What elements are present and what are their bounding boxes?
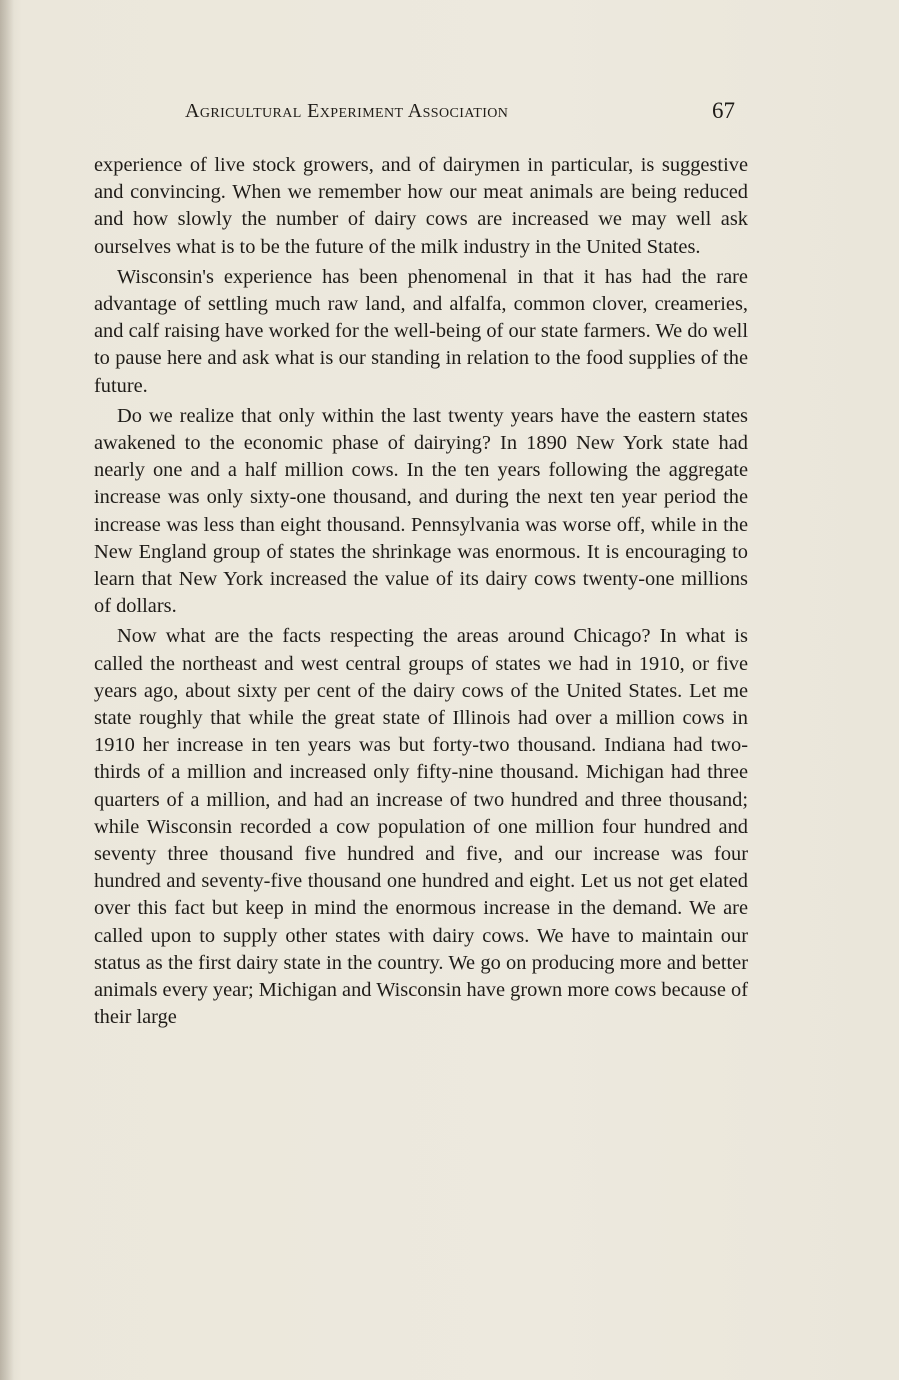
page-header [185,98,735,132]
running-head: Agricultural Experiment Association [185,100,509,122]
spine-shadow [0,0,14,1380]
paragraph-3: Do we realize that only within the last twenty years have the eastern states awakened to the economic phase of dairying? In 1890 New York state had nearly one and a half million cows. In the ten years following the aggregate increase was only sixty-one thousand, and during the next ten year period the increase was less than eight thousand. Pennsylvania was worse off, while in the New England group of states the shrinkage was enormous. It is encouraging to learn that New York increased the value of its dairy cows twenty-one millions of dollars. [94,404,748,618]
page-number: 67 [712,98,735,123]
paragraph-4: Now what are the facts respecting the areas around Chicago? In what is called the northeast and west central groups of states we had in 1910, or five years ago, about sixty per cent of the dairy cows of the United States. Let me state roughly that while the great state of Illinois had over a million cows in 1910 her increase in ten years was but forty-two thousand. Indiana had two-thirds of a million and increased only fifty-nine thousand. Michigan had three quarters of a million, and had an increase of two hundred and three thousand; while Wisconsin recorded a cow population of one million four hundred and seventy three thousand five hundred and five, and our increase was four hundred and seventy-five thousand one hundred and eight. Let us not get elated over this fact but keep in mind the enormous increase in the demand. We are called upon to supply other states with dairy cows. We have to maintain our status as the first dairy state in the country. We go on producing more and better animals every year; Michigan and Wisconsin have grown more cows because of their large [94,625,748,1029]
paragraph-2: Wisconsin's experience has been phenomenal in that it has had the rare advantage of settling much raw land, and alfalfa, common clover, creameries, and calf raising have worked for the well-being of our state farmers. We do well to pause here and ask what is our standing in relation to the food supplies of the future. [94,265,748,397]
paragraph-1: experience of live stock growers, and of dairymen in particular, is suggestive and convincing. When we remember how our meat animals are being reduced and how slowly the number of dairy cows are increased we may well ask ourselves what is to be the future of the milk industry in the United States. [94,154,748,258]
body-text [94,152,748,1035]
